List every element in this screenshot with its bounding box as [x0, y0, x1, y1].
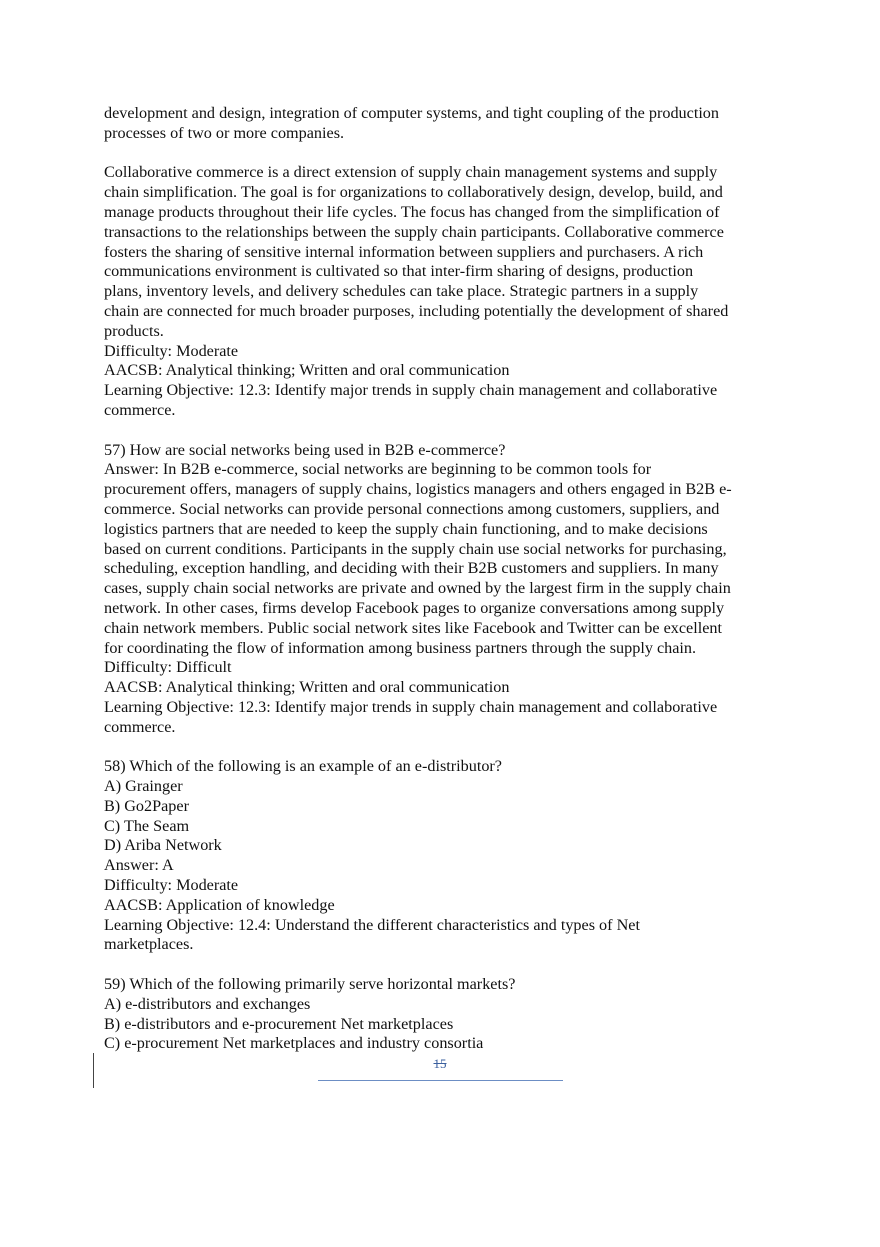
aacsb-label: AACSB: Analytical thinking; Written and oral communication — [104, 678, 510, 697]
page-number: 15 — [433, 1056, 447, 1071]
footer-divider — [318, 1080, 563, 1081]
aacsb-label: AACSB: Application of knowledge — [104, 895, 335, 914]
difficulty-label: Difficulty: Difficult — [104, 658, 232, 677]
paragraph-gap — [104, 738, 780, 758]
answer-key: Answer: A — [104, 856, 174, 875]
paragraph-line: chain are connected for much broader purposes, including potentially the development of shared — [104, 301, 729, 320]
answer-line: Answer: In B2B e-commerce, social networks are beginning to be common tools for — [104, 460, 652, 479]
paragraph-line: development and design, integration of computer systems, and tight coupling of the production — [104, 104, 719, 122]
question-text: 59) Which of the following primarily serve horizontal markets? — [104, 975, 516, 994]
question-58 — [104, 757, 780, 955]
answer-line: network. In other cases, firms develop Facebook pages to organize conversations among supply — [104, 598, 725, 617]
answer-line: commerce. Social networks can provide personal connections among customers, suppliers, and — [104, 499, 720, 518]
learning-objective-label: Learning Objective: 12.4: Understand the different characteristics and types of Net — [104, 915, 640, 934]
learning-objective-label: Learning Objective: 12.3: Identify major trends in supply chain management and collaborative — [104, 381, 718, 400]
paragraph-line: Collaborative commerce is a direct extension of supply chain management systems and supply — [104, 163, 718, 182]
answer-line: cases, supply chain social networks are private and owned by the largest firm in the supply chain — [104, 579, 731, 598]
paragraph-gap — [104, 144, 780, 164]
paragraph-line: products. — [104, 321, 164, 340]
answer-line: chain network members. Public social network sites like Facebook and Twitter can be excellent — [104, 618, 723, 637]
q56-metadata — [104, 342, 780, 421]
question-59 — [104, 975, 780, 1054]
difficulty-label: Difficulty: Moderate — [104, 341, 239, 360]
page-body — [104, 104, 780, 1054]
learning-objective-continuation: commerce. — [104, 717, 176, 736]
question-text: 57) How are social networks being used in B2B e-commerce? — [104, 440, 506, 459]
answer-option: A) e-distributors and exchanges — [104, 994, 311, 1013]
change-bar — [93, 1053, 94, 1088]
answer-line: logistics partners that are needed to keep the supply chain functioning, and to make decisions — [104, 519, 708, 538]
learning-objective-continuation: commerce. — [104, 400, 176, 419]
paragraph-gap — [104, 955, 780, 975]
paragraph-line: plans, inventory levels, and delivery schedules can take place. Strategic partners in a supply — [104, 282, 699, 301]
learning-objective-label: Learning Objective: 12.3: Identify major trends in supply chain management and collaborative — [104, 697, 718, 716]
paragraph-line: transactions to the relationships between the supply chain participants. Collaborative commerce — [104, 222, 724, 241]
question-57 — [104, 441, 780, 738]
intro-paragraph — [104, 104, 780, 144]
aacsb-label: AACSB: Analytical thinking; Written and oral communication — [104, 361, 510, 380]
answer-line: for coordinating the flow of information among business partners through the supply chain. — [104, 638, 697, 657]
paragraph-line: communications environment is cultivated so that inter-firm sharing of designs, production — [104, 262, 694, 281]
answer-option: B) e-distributors and e-procurement Net marketplaces — [104, 1014, 454, 1033]
paragraph-gap — [104, 421, 780, 441]
paragraph-line: manage products throughout their life cycles. The focus has changed from the simplification of — [104, 202, 720, 221]
question-text: 58) Which of the following is an example of an e-distributor? — [104, 757, 502, 776]
collaborative-commerce-paragraph — [104, 163, 780, 341]
paragraph-line: chain simplification. The goal is for organizations to collaboratively design, develop, build, and — [104, 183, 723, 202]
answer-line: procurement offers, managers of supply chains, logistics managers and others engaged in B2B e- — [104, 480, 732, 499]
answer-option: D) Ariba Network — [104, 836, 222, 855]
learning-objective-continuation: marketplaces. — [104, 935, 194, 954]
difficulty-label: Difficulty: Moderate — [104, 876, 239, 895]
answer-line: based on current conditions. Participants in the supply chain use social networks for purchasing, — [104, 539, 727, 558]
paragraph-line: fosters the sharing of sensitive internal information between suppliers and purchasers. A rich — [104, 242, 704, 261]
answer-option: C) e-procurement Net marketplaces and industry consortia — [104, 1034, 484, 1053]
answer-line: scheduling, exception handling, and deciding with their B2B customers and suppliers. In many — [104, 559, 719, 578]
answer-option: A) Grainger — [104, 777, 183, 796]
paragraph-line: processes of two or more companies. — [104, 123, 345, 142]
answer-option: B) Go2Paper — [104, 796, 189, 815]
answer-option: C) The Seam — [104, 816, 190, 835]
